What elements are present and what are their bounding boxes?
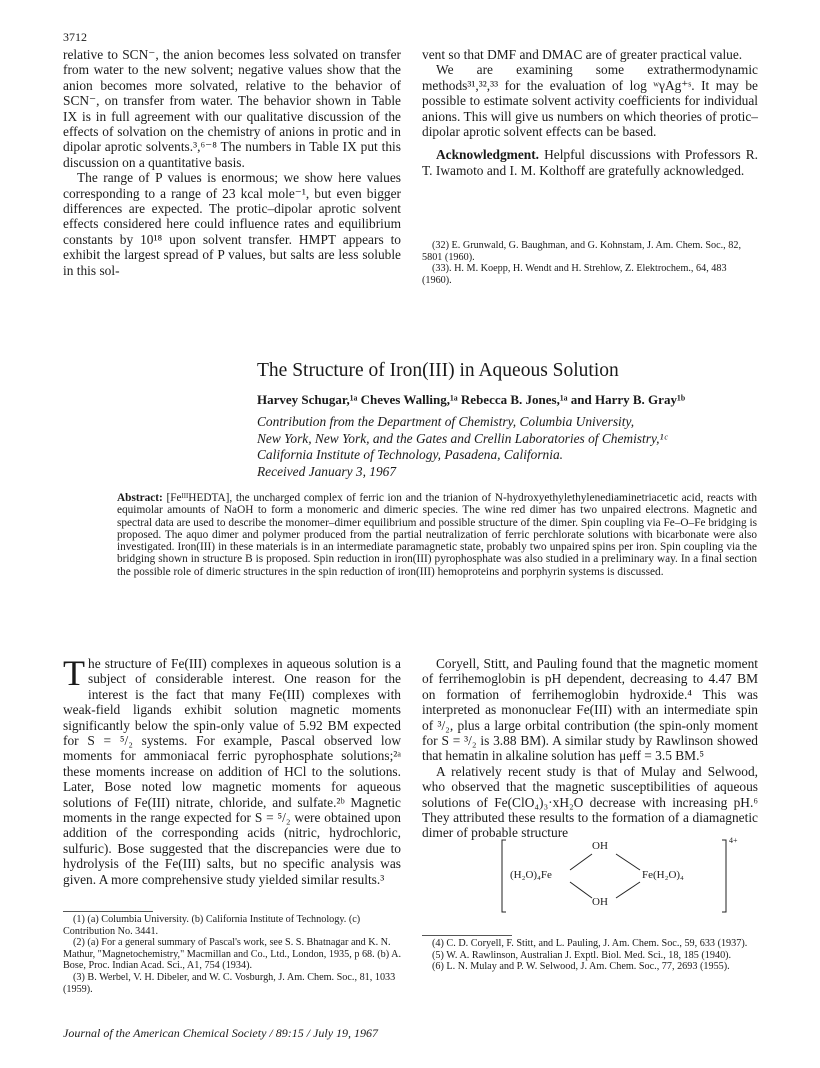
- affiliation-line: Contribution from the Department of Chemistry, Columbia University,: [257, 414, 635, 429]
- abstract-heading: Abstract:: [117, 492, 163, 504]
- iron-left: (H₂O)₄Fe: [510, 869, 552, 881]
- affiliation-line: California Institute of Technology, Pasadena, California.: [257, 447, 564, 463]
- iron-right: Fe(H₂O)₄: [642, 869, 684, 881]
- paragraph: The range of P values is enormous; we show here values corresponding to a range of 23 kcal mole⁻¹, but even bigger differences are expected. The protic–dipolar aprotic solvent effects considered here could influence rates and equilibrium constants by 10¹⁸ upon solvent transfer. HMPT appears to exhibit the largest spread of P values, but salts are less soluble in this sol-: [63, 170, 401, 278]
- lower-left-column: [63, 653, 401, 887]
- abstract: [117, 492, 757, 578]
- lower-right-footnotes: [422, 938, 758, 973]
- paragraph: A relatively recent study is that of Mulay and Selwood, who observed that the magnetic susceptibilities of aqueous solutions of Fe(ClO₄)₃·xH₂O decrease with increasing pH.⁶ They attributed these results to the formation of a diamagnetic dimer of probable structure: [422, 763, 758, 841]
- footnote: (2) (a) For a general summary of Pascal's work, see S. S. Bhatnagar and K. N. Mathur, "Magnetochemistry," Macmillan and Co., Ltd., London, 1935, p 68. (b) A. Bose, Proc. Indian Acad. Sci., A1, 754 (1934).: [63, 937, 402, 972]
- footnote: (4) C. D. Coryell, F. Stitt, and L. Pauling, J. Am. Chem. Soc., 59, 633 (1937).: [432, 938, 748, 949]
- lower-right-column: [422, 656, 758, 841]
- footnote-rule: [422, 935, 512, 936]
- top-left-column: [63, 47, 401, 278]
- footnote-rule: [63, 911, 153, 912]
- acknowledgment-text: Helpful discussions with Professors R. T. Iwamoto and I. M. Kolthoff are gratefully acknowledged.: [422, 147, 758, 178]
- footnote: (33). H. M. Koepp, H. Wendt and H. Strehlow, Z. Elektrochem., 64, 483 (1960).: [422, 263, 727, 286]
- footnote: (32) E. Grunwald, G. Baughman, and G. Kohnstam, J. Am. Chem. Soc., 82, 5801 (1960).: [422, 240, 741, 263]
- top-right-footnotes: [422, 240, 758, 286]
- left-bracket: [502, 840, 506, 912]
- acknowledgment-heading: Acknowledgment.: [436, 147, 540, 163]
- paragraph: We are examining some extrathermodynamic methods³¹,³²,³³ for the evaluation of log ʷγAg⁺ˢ. It may be possible to estimate solvent activity coefficients for individual anions. This will give us numbers on which theories of protic–dipolar aprotic solvent effects can be based.: [422, 62, 758, 140]
- article-title: The Structure of Iron(III) in Aqueous Solution: [257, 360, 619, 381]
- bond-line: [616, 854, 640, 870]
- hydroxo-top: OH: [592, 840, 608, 852]
- right-bracket: [722, 840, 726, 912]
- footnote: (6) L. N. Mulay and P. W. Selwood, J. Am. Chem. Soc., 77, 2693 (1955).: [432, 961, 730, 973]
- paragraph: relative to SCN⁻, the anion becomes less solvated on transfer from water to the new solvent; negative values show that the anion becomes more solvated, relative to the behavior of SCN⁻, on transfer from water. The behavior shown in Table IX is in full agreement with our qualitative discussion of the effects of solvation on the chemistry of anions in protic and in dipolar aprotic solvents.³,⁶⁻⁸ The numbers in Table IX put this discussion on a quantitative basis.: [63, 47, 401, 170]
- affiliation-line: New York, New York, and the Gates and Crellin Laboratories of Chemistry,¹ᶜ: [257, 430, 668, 446]
- bond-line: [570, 882, 592, 898]
- footnote: (5) W. A. Rawlinson, Australian J. Exptl. Biol. Med. Sci., 18, 185 (1940).: [432, 949, 732, 961]
- charge: 4+: [729, 836, 738, 845]
- bond-line: [570, 854, 592, 870]
- hydroxo-bottom: OH: [592, 896, 608, 908]
- footnote: (3) B. Werbel, V. H. Dibeler, and W. C. Vosburgh, J. Am. Chem. Soc., 81, 1033 (1959).: [63, 971, 396, 995]
- article-authors: Harvey Schugar,¹ᵃ Cheves Walling,¹ᵃ Rebecca B. Jones,¹ᵃ and Harry B. Gray¹ᵇ: [257, 392, 686, 407]
- acknowledgment: [422, 147, 758, 178]
- top-right-column: [422, 47, 758, 178]
- paragraph: Coryell, Stitt, and Pauling found that the magnetic moment of ferrihemoglobin is pH dependent, decreasing to 4.47 BM on formation of ferrihemoglobin hydroxide.⁴ This was interpreted as mononuclear Fe(III) with an intermediate spin of ³/₂, plus a large orbital contribution (the spin-only moment for S = ³/₂ is 3.88 BM). A similar study by Rawlinson showed that hematin in alkaline solution has μeff = 3.5 BM.⁵: [422, 656, 758, 764]
- dimer-structure: [500, 836, 750, 916]
- abstract-text: [FeᴵᴵᴵHEDTA], the uncharged complex of ferric ion and the trianion of N-hydroxyethylethylenediaminetriacetic acid, reacts with equimolar amounts of NaOH to form a monomeric and dimeric species. The wine red dimer has two unpaired electrons. Magnetic and spectral data are used to describe the monomer–dimer equilibrium and possible structure of the dimer. Spin coupling via Fe–O–Fe bridging is proposed. The aquo dimer and polymer produced from the partial neutralization of ferric perchlorate solutions with bicarbonate were also investigated. Iron(III) in these materials is in an intermediate paramagnetic state, probably two unpaired spins per iron. Spin coupling via the bridging shown in structure B is proposed. Spin reduction in iron(III) pyrophosphate was also studied in a preliminary way. In a final section the possible role of dimeric structures in the spin reduction of iron(III) hemoproteins and porphyrin systems is discussed.: [117, 492, 758, 578]
- lower-left-footnotes: [63, 914, 401, 995]
- bond-line: [616, 882, 640, 898]
- received-date: Received January 3, 1967: [257, 463, 397, 479]
- drop-cap: T: [63, 653, 85, 693]
- footnote: (1) (a) Columbia University. (b) California Institute of Technology. (c) Contribution No. 3441.: [63, 914, 361, 937]
- paragraph: vent so that DMF and DMAC are of greater practical value.: [422, 47, 743, 62]
- affiliation: [257, 414, 757, 480]
- paragraph: he structure of Fe(III) complexes in aqueous solution is a subject of considerable interest. One reason for the interest is the fact that many Fe(III) complexes with weak-field ligands exhibit solution magnetic moments significantly below the spin-only value of 5.92 BM expected for S = ⁵/₂ systems. For example, Pascal observed low moments for ammoniacal ferric pyrophosphate solutions;²ᵃ these moments increase on addition of HCl to the solutions. Later, Bose noted low magnetic moments for aqueous solutions of Fe(III) nitrate, chloride, and sulfate.²ᵇ Magnetic moments in the range expected for S = ⁵/₂ were obtained upon addition of the corresponding acids (nitric, hydrochloric, sulfuric). Bose suggested that the discrepancies were due to hydrolysis of the Fe(III) salts, but no specific analysis was given. A more comprehensive study yielded similar results.³: [63, 656, 401, 887]
- journal-footer: Journal of the American Chemical Society / 89:15 / July 19, 1967: [63, 1026, 379, 1040]
- page-number: 3712: [63, 30, 87, 44]
